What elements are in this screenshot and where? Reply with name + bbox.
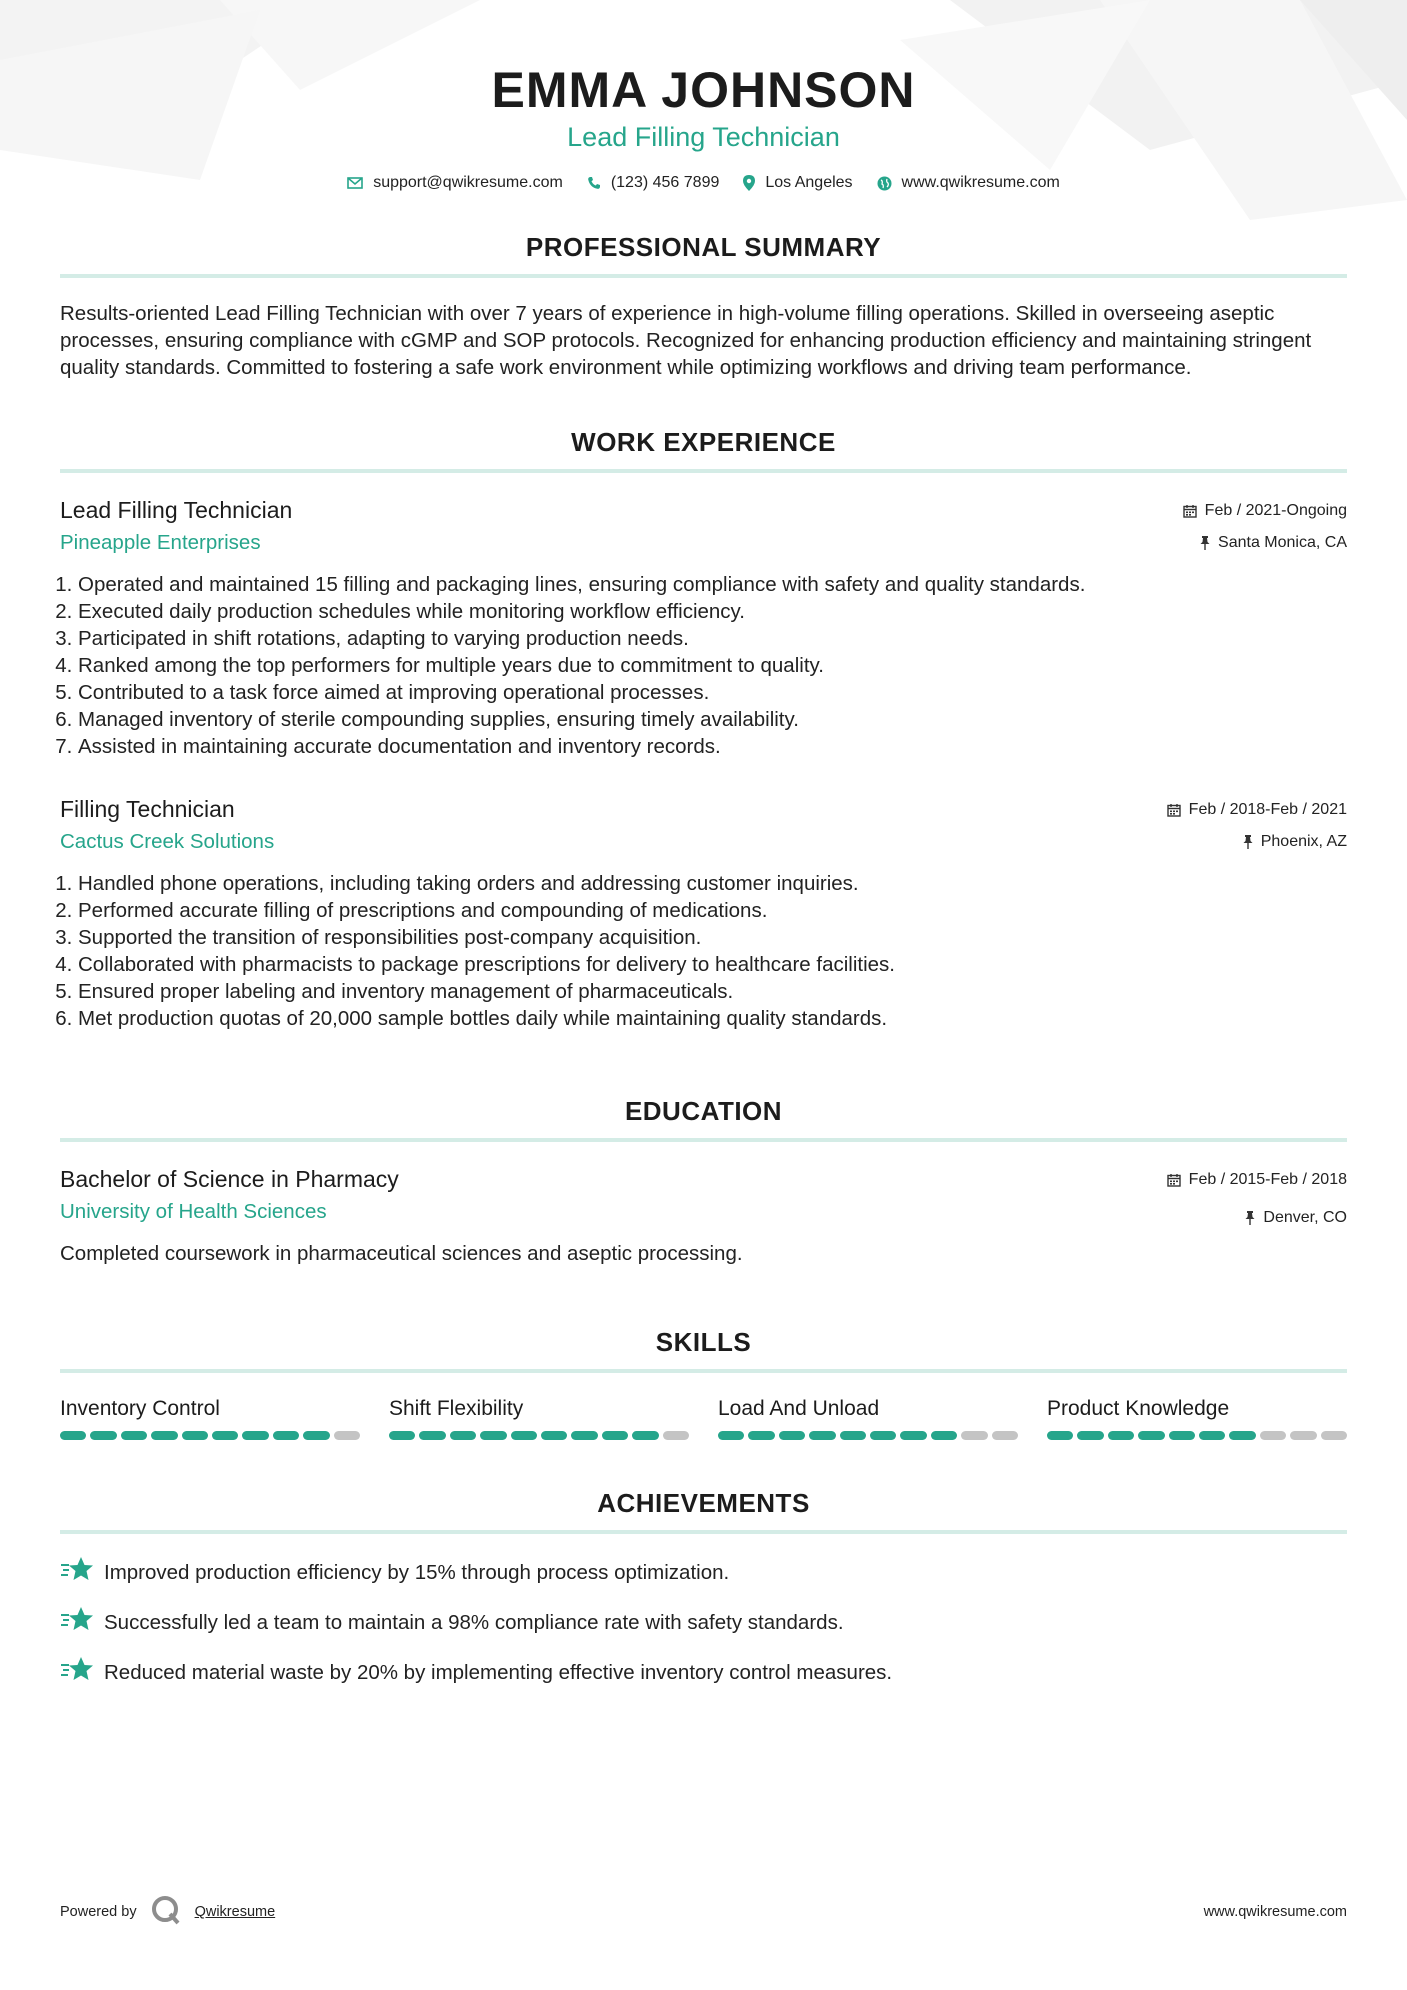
education-date: Feb / 2015-Feb / 2018 — [1188, 1171, 1347, 1188]
rating-dot-filled — [1108, 1431, 1134, 1440]
achievements-list — [60, 1556, 1347, 1689]
achievements-heading: ACHIEVEMENTS — [597, 1488, 810, 1518]
job-title: Filling Technician — [60, 796, 235, 822]
rating-dot-filled — [90, 1431, 116, 1440]
pushpin-icon — [1200, 536, 1210, 550]
contact-bar — [60, 174, 1347, 192]
section-divider — [60, 274, 1347, 278]
experience-section — [60, 425, 1347, 1032]
rating-dot-filled — [60, 1431, 86, 1440]
skills-section — [60, 1325, 1347, 1440]
summary-text: Results-oriented Lead Filling Technician with over 7 years of experience in high-volume filling operations. Skilled in overseeing aseptic processes, ensuring compliance with cGMP and SOP protocols. Recognized for enhancing production efficiency and maintaining stringent quality standards. Committed to fostering a safe work environment while optimizing workflows and driving team performance. — [60, 302, 1312, 379]
skill-name: Product Knowledge — [1047, 1397, 1230, 1420]
education-heading: EDUCATION — [624, 1096, 783, 1126]
job-bullets — [60, 870, 1347, 1032]
rating-dot-filled — [273, 1431, 299, 1440]
summary-heading: PROFESSIONAL SUMMARY — [525, 232, 882, 262]
star-icon — [60, 1656, 94, 1689]
summary-section — [60, 230, 1347, 381]
skill-item — [389, 1395, 689, 1440]
rating-dot-empty — [1290, 1431, 1316, 1440]
rating-dot-filled — [632, 1431, 658, 1440]
achievement-item — [60, 1656, 1347, 1689]
rating-dot-filled — [1077, 1431, 1103, 1440]
rating-dot-filled — [1138, 1431, 1164, 1440]
rating-dot-filled — [242, 1431, 268, 1440]
star-icon — [60, 1556, 94, 1589]
bullet-item: 4. Collaborated with pharmacists to package prescriptions for delivery to healthcare facilities. — [78, 951, 1347, 978]
rating-dot-filled — [541, 1431, 567, 1440]
achievement-text: Improved production efficiency by 15% through process optimization. — [104, 1561, 730, 1584]
education-section — [60, 1094, 1347, 1267]
rating-dot-filled — [303, 1431, 329, 1440]
bullet-item: 5. Contributed to a task force aimed at improving operational processes. — [78, 679, 1347, 706]
calendar-icon — [1167, 803, 1181, 817]
bullet-item: 6. Met production quotas of 20,000 sample bottles daily while maintaining quality standards. — [78, 1005, 1347, 1032]
section-divider — [60, 1530, 1347, 1534]
bullet-item: 1. Handled phone operations, including taking orders and addressing customer inquiries. — [78, 870, 1347, 897]
rating-dot-filled — [182, 1431, 208, 1440]
candidate-title: Lead Filling Technician — [567, 122, 840, 152]
skill-item — [718, 1395, 1018, 1440]
achievement-item — [60, 1556, 1347, 1589]
pushpin-icon — [1245, 1211, 1255, 1225]
experience-heading: WORK EXPERIENCE — [571, 427, 836, 457]
rating-dot-filled — [900, 1431, 926, 1440]
contact-email[interactable] — [347, 174, 563, 192]
job-entry — [60, 495, 1347, 760]
skill-rating — [718, 1431, 1018, 1440]
rating-dot-filled — [419, 1431, 445, 1440]
skill-item — [1047, 1395, 1347, 1440]
rating-dot-filled — [748, 1431, 774, 1440]
globe-icon — [877, 176, 892, 191]
job-bullets — [60, 571, 1347, 760]
calendar-icon — [1183, 504, 1197, 518]
powered-by-label: Powered by — [60, 1904, 137, 1920]
job-location: Santa Monica, CA — [1218, 534, 1347, 551]
skill-rating — [60, 1431, 360, 1440]
rating-dot-filled — [450, 1431, 476, 1440]
rating-dot-empty — [1321, 1431, 1347, 1440]
job-location: Phoenix, AZ — [1260, 833, 1347, 850]
rating-dot-filled — [1047, 1431, 1073, 1440]
rating-dot-filled — [809, 1431, 835, 1440]
achievement-text: Reduced material waste by 20% by implementing effective inventory control measures. — [104, 1661, 893, 1684]
company-name: Cactus Creek Solutions — [60, 830, 275, 853]
rating-dot-filled — [602, 1431, 628, 1440]
rating-dot-filled — [389, 1431, 415, 1440]
school-name: University of Health Sciences — [60, 1200, 327, 1223]
rating-dot-filled — [121, 1431, 147, 1440]
rating-dot-filled — [1169, 1431, 1195, 1440]
rating-dot-empty — [663, 1431, 689, 1440]
rating-dot-filled — [571, 1431, 597, 1440]
skill-name: Shift Flexibility — [389, 1397, 524, 1420]
rating-dot-filled — [1229, 1431, 1255, 1440]
section-divider — [60, 1369, 1347, 1373]
achievements-section — [60, 1486, 1347, 1689]
brand-link[interactable]: Qwikresume — [194, 1904, 276, 1920]
section-divider — [60, 469, 1347, 473]
rating-dot-filled — [779, 1431, 805, 1440]
contact-phone-text: (123) 456 7899 — [610, 174, 720, 191]
pushpin-icon — [1243, 835, 1253, 849]
bullet-item: 3. Supported the transition of responsibilities post-company acquisition. — [78, 924, 1347, 951]
footer — [60, 1895, 1347, 1929]
rating-dot-filled — [718, 1431, 744, 1440]
rating-dot-filled — [480, 1431, 506, 1440]
bullet-item: 4. Ranked among the top performers for multiple years due to commitment to quality. — [78, 652, 1347, 679]
contact-website[interactable] — [877, 174, 1060, 192]
rating-dot-empty — [961, 1431, 987, 1440]
rating-dot-filled — [870, 1431, 896, 1440]
skill-name: Inventory Control — [60, 1397, 220, 1420]
bullet-item: 3. Participated in shift rotations, adapting to varying production needs. — [78, 625, 1347, 652]
calendar-icon — [1167, 1173, 1181, 1187]
job-date: Feb / 2018-Feb / 2021 — [1188, 801, 1347, 818]
phone-icon — [587, 176, 601, 190]
job-entry — [60, 794, 1347, 1032]
education-entry — [60, 1164, 1347, 1267]
skill-rating — [1047, 1431, 1347, 1440]
contact-email-text: support@qwikresume.com — [373, 174, 563, 191]
education-description: Completed coursework in pharmaceutical sciences and aseptic processing. — [60, 1242, 743, 1265]
rating-dot-filled — [931, 1431, 957, 1440]
contact-location-text: Los Angeles — [765, 174, 853, 191]
skills-heading: SKILLS — [655, 1327, 752, 1357]
section-divider — [60, 1138, 1347, 1142]
achievement-text: Successfully led a team to maintain a 98% compliance rate with safety standards. — [104, 1611, 844, 1634]
contact-location — [743, 174, 852, 192]
envelope-icon — [347, 177, 363, 189]
skill-name: Load And Unload — [718, 1397, 880, 1420]
bullet-item: 5. Ensured proper labeling and inventory management of pharmaceuticals. — [78, 978, 1347, 1005]
company-name: Pineapple Enterprises — [60, 531, 261, 554]
bullet-item: 1. Operated and maintained 15 filling and packaging lines, ensuring compliance with safety and quality standards. — [78, 571, 1347, 598]
candidate-name: EMMA JOHNSON — [491, 62, 916, 118]
job-title: Lead Filling Technician — [60, 497, 293, 523]
rating-dot-empty — [992, 1431, 1018, 1440]
rating-dot-filled — [840, 1431, 866, 1440]
skills-list — [60, 1395, 1347, 1440]
degree-title: Bachelor of Science in Pharmacy — [60, 1166, 399, 1192]
rating-dot-empty — [1260, 1431, 1286, 1440]
skill-rating — [389, 1431, 689, 1440]
rating-dot-empty — [334, 1431, 360, 1440]
bullet-item: 2. Executed daily production schedules while monitoring workflow efficiency. — [78, 598, 1347, 625]
rating-dot-filled — [151, 1431, 177, 1440]
star-icon — [60, 1606, 94, 1639]
bullet-item: 6. Managed inventory of sterile compounding supplies, ensuring timely availability. — [78, 706, 1347, 733]
bullet-item: 7. Assisted in maintaining accurate documentation and inventory records. — [78, 733, 1347, 760]
education-location: Denver, CO — [1263, 1209, 1347, 1226]
contact-website-text: www.qwikresume.com — [901, 174, 1060, 191]
skill-item — [60, 1395, 360, 1440]
qwikresume-logo-icon — [151, 1895, 181, 1929]
job-date: Feb / 2021-Ongoing — [1204, 502, 1347, 519]
achievement-item — [60, 1606, 1347, 1639]
map-pin-icon — [743, 175, 755, 191]
footer-website-link[interactable]: www.qwikresume.com — [1203, 1904, 1347, 1920]
contact-phone[interactable] — [587, 174, 720, 192]
rating-dot-filled — [212, 1431, 238, 1440]
rating-dot-filled — [511, 1431, 537, 1440]
bullet-item: 2. Performed accurate filling of prescriptions and compounding of medications. — [78, 897, 1347, 924]
rating-dot-filled — [1199, 1431, 1225, 1440]
